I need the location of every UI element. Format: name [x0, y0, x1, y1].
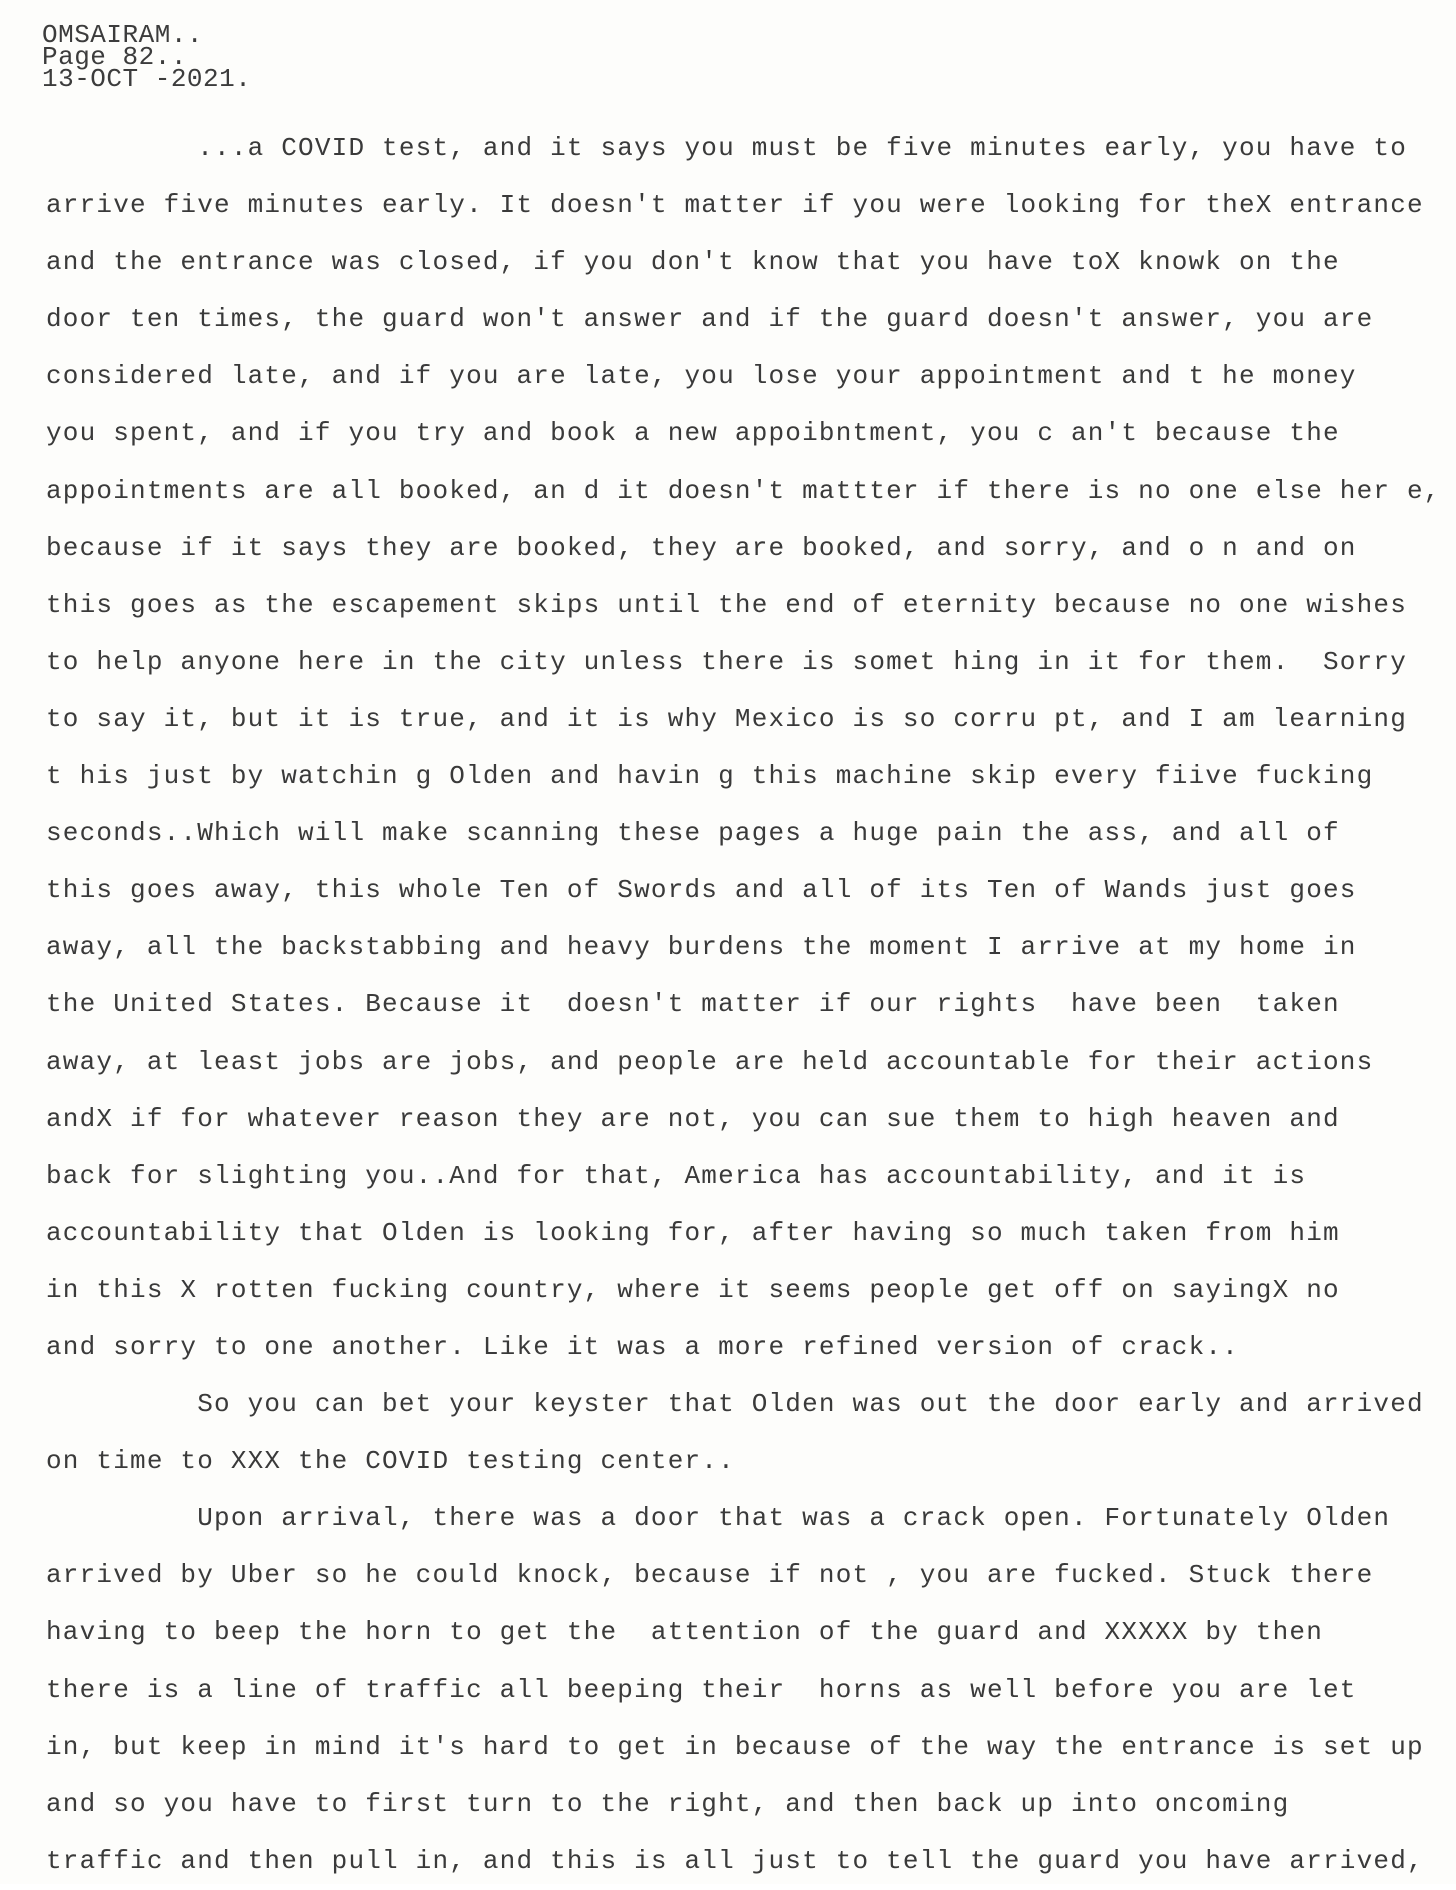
text-line: seconds..Which will make scanning these pages a huge pain the ass, and all of — [46, 818, 1340, 849]
text-line: back for slighting you..And for that, America has accountability, and it is — [46, 1160, 1307, 1191]
text-line: in, but keep in mind it's hard to get in because of the way the entrance is set up — [46, 1731, 1424, 1762]
text-line: having to beep the horn to get the attention of the guard and XXXXX by then — [46, 1617, 1323, 1648]
text-line: andX if for whatever reason they are not, you can sue them to high heaven and — [46, 1103, 1340, 1134]
text-line: you spent, and if you try and book a new appoibntment, you c an't because the — [46, 418, 1340, 449]
header-page-number: Page 82.. — [42, 42, 187, 72]
text-line: this goes as the escapement skips until the end of eternity because no one wishes — [46, 589, 1408, 620]
text-line: door ten times, the guard won't answer and if the guard doesn't answer, you are — [46, 304, 1374, 335]
text-line: appointments are all booked, an d it doesn't mattter if there is no one else her e, — [46, 475, 1441, 506]
text-line: the United States. Because it doesn't matter if our rights have been taken — [46, 989, 1340, 1020]
text-line: on time to XXX the COVID testing center.. — [46, 1446, 735, 1477]
page-header — [42, 20, 252, 94]
text-line: ...a COVID test, and it says you must be five minutes early, you have to — [46, 133, 1408, 163]
header-title: OMSAIRAM.. — [42, 20, 204, 50]
text-line: there is a line of traffic all beeping their horns as well before you are let — [46, 1674, 1357, 1705]
text-line: considered late, and if you are late, you lose your appointment and t he money — [46, 361, 1357, 392]
text-line: to say it, but it is true, and it is why Mexico is so corru pt, and I am learning — [46, 703, 1408, 734]
text-line: and sorry to one another. Like it was a more refined version of crack.. — [46, 1331, 1239, 1362]
text-line: this goes away, this whole Ten of Swords and all of its Ten of Wands just goes — [46, 875, 1357, 906]
text-line: accountability that Olden is looking for, after having so much taken from him — [46, 1217, 1340, 1248]
text-line: So you can bet your keyster that Olden was out the door early and arrived — [46, 1389, 1424, 1420]
text-line: and the entrance was closed, if you don't know that you have toX knowk on the — [46, 247, 1340, 278]
text-line: in this X rotten fucking country, where it seems people get off on sayingX no — [46, 1274, 1340, 1305]
header-date: 13-OCT -2021. — [42, 64, 252, 94]
text-line: arrive five minutes early. It doesn't matter if you were looking for theX entrance — [46, 190, 1424, 221]
text-line: because if it says they are booked, they are booked, and sorry, and o n and on — [46, 532, 1357, 563]
text-line: away, all the backstabbing and heavy burdens the moment I arrive at my home in — [46, 932, 1357, 963]
text-line: away, at least jobs are jobs, and people are held accountable for their actions — [46, 1046, 1374, 1077]
text-line: traffic and then pull in, and this is all just to tell the guard you have arrived, — [46, 1845, 1424, 1876]
text-line: t his just by watchin g Olden and havin g this machine skip every fiive fucking — [46, 761, 1374, 792]
body-text — [46, 120, 1446, 1890]
text-line: to help anyone here in the city unless there is somet hing in it for them. Sorry — [46, 646, 1408, 677]
text-line: and so you have to first turn to the right, and then back up into oncoming — [46, 1788, 1290, 1819]
text-line: Upon arrival, there was a door that was a crack open. Fortunately Olden — [46, 1503, 1391, 1534]
text-line: arrived by Uber so he could knock, because if not , you are fucked. Stuck there — [46, 1560, 1374, 1591]
